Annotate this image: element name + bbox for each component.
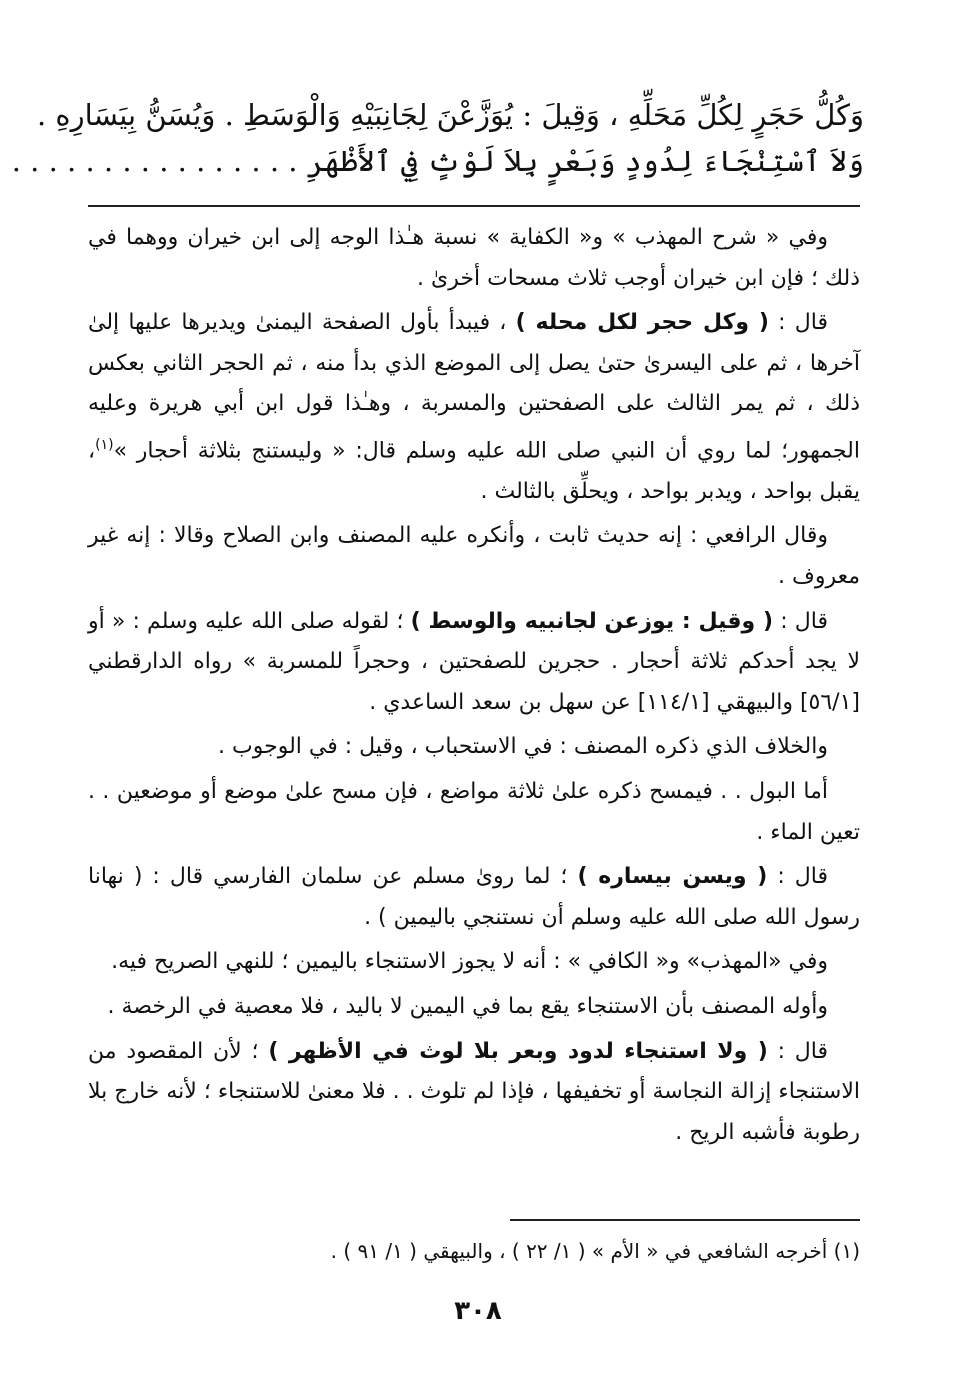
- commentary-body: [88, 218, 860, 1157]
- paragraph-8: [88, 942, 860, 983]
- paragraph-2: [88, 303, 860, 512]
- verse-line-2: وَلاَ ٱسْتِنْجَاءَ لِدُودٍ وَبَعْرٍ بِلاَ لَوْثٍ فِي ٱلأَظْهَرِ . . . . . . . . . . . . . . . .: [11, 144, 864, 178]
- paragraph-5: [88, 727, 860, 768]
- paragraph-4: [88, 602, 860, 724]
- paragraph-2-text: ، فيبدأ بأول الصفحة اليمنىٰ ويديرها عليها إلىٰ آخرها ، ثم على اليسرىٰ حتىٰ يصل إلى الموضع الذي بدأ منه ، ثم الحجر الثاني بعكس ذلك ، ثم يمر الثالث على الصفحتين والمسربة ، وهـٰذا قول ابن أبي هريرة وعليه الجمهور؛ لما روي أن النبي صلى الله عليه وسلم قال: « وليستنج بثلاثة أحجار »: [88, 310, 860, 464]
- paragraph-8-text: وفي «المهذب» و« الكافي » : أنه لا يجوز الاستنجاء باليمين ؛ للنهي الصريح فيه.: [111, 949, 828, 975]
- footnote: (١) أخرجه الشافعي في « الأم » ( ١/ ٢٢ ) ، والبيهقي ( ١/ ٩١ ) .: [330, 1239, 860, 1263]
- paragraph-5-text: والخلاف الذي ذكره المصنف : في الاستحباب ، وقيل : في الوجوب .: [218, 734, 828, 760]
- paragraph-7-text: ؛ لما روىٰ مسلم عن سلمان الفارسي قال : ( نهانا رسول الله صلى الله عليه وسلم أن نستنجي باليمين ) .: [88, 864, 860, 930]
- paragraph-4-quote: ( وقيل : يوزعن لجانبيه والوسط ): [410, 608, 774, 634]
- paragraph-6: [88, 772, 860, 853]
- paragraph-10-lead: قال :: [767, 1038, 828, 1064]
- footnote-ref-1: (١): [95, 436, 114, 453]
- paragraph-10-text: ؛ لأن المقصود من الاستنجاء إزالة النجاسة أو تخفيفها ، فإذا لم تلوث . . فلا معنىٰ للاستنجاء ؛ لأنه خارج بلا رطوبة فأشبه الريح .: [88, 1038, 860, 1145]
- paragraph-10: [88, 1032, 860, 1154]
- page-number: ٣٠٨: [454, 1296, 502, 1326]
- paragraph-4-text: ؛ لقوله صلى الله عليه وسلم : « أو لا يجد أحدكم ثلاثة أحجار . حجرين للصفحتين ، وحجراً للمسربة » رواه الدارقطني [٥٦/١] والبيهقي [١١٤/١] عن سهل بن سعد الساعدي .: [88, 608, 860, 715]
- paragraph-9-text: وأوله المصنف بأن الاستنجاء يقع بما في اليمين لا باليد ، فلا معصية في الرخصة .: [107, 994, 828, 1020]
- paragraph-7: [88, 857, 860, 938]
- paragraph-2-lead: قال :: [768, 310, 828, 336]
- paragraph-6-text: أما البول . . فيمسح ذكره علىٰ ثلاثة مواضع ، فإن مسح علىٰ موضع أو موضعين . . تعين الماء .: [88, 779, 860, 845]
- verse-line-1: وَكُلُّ حَجَرٍ لِكُلِّ مَحَلِّهِ ، وَقِيلَ : يُوَزَّعْنَ لِجَانِبَيْهِ وَالْوَسَطِ . وَيُسَنُّ بِيَسَارِهِ .: [36, 98, 864, 132]
- paragraph-2-tail: ، يقبل بواحد ، ويدبر بواحد ، ويحلِّق بالثالث .: [88, 438, 860, 504]
- verse-separator-rule: [88, 205, 860, 207]
- paragraph-4-lead: قال :: [773, 608, 828, 634]
- matn-verse: [11, 92, 864, 184]
- paragraph-2-quote: ( وكل حجر لكل محله ): [515, 310, 769, 336]
- paragraph-7-quote: ( ويسن بيساره ): [577, 864, 768, 890]
- paragraph-1: [88, 218, 860, 299]
- paragraph-10-quote: ( ولا استنجاء لدود وبعر بلا لوث في الأظهر ): [268, 1038, 768, 1064]
- paragraph-7-lead: قال :: [767, 864, 828, 890]
- paragraph-9: [88, 987, 860, 1028]
- paragraph-3-text: وقال الرافعي : إنه حديث ثابت ، وأنكره عليه المصنف وابن الصلاح وقالا : إنه غير معروف .: [88, 523, 860, 590]
- paragraph-1-text: وفي « شرح المهذب » و« الكفاية » نسبة هـٰذا الوجه إلى ابن خيران ووهما في ذلك ؛ فإن ابن خيران أوجب ثلاث مسحات أخرىٰ .: [88, 225, 860, 291]
- footnote-separator-rule: [510, 1219, 860, 1221]
- paragraph-3: [88, 516, 860, 597]
